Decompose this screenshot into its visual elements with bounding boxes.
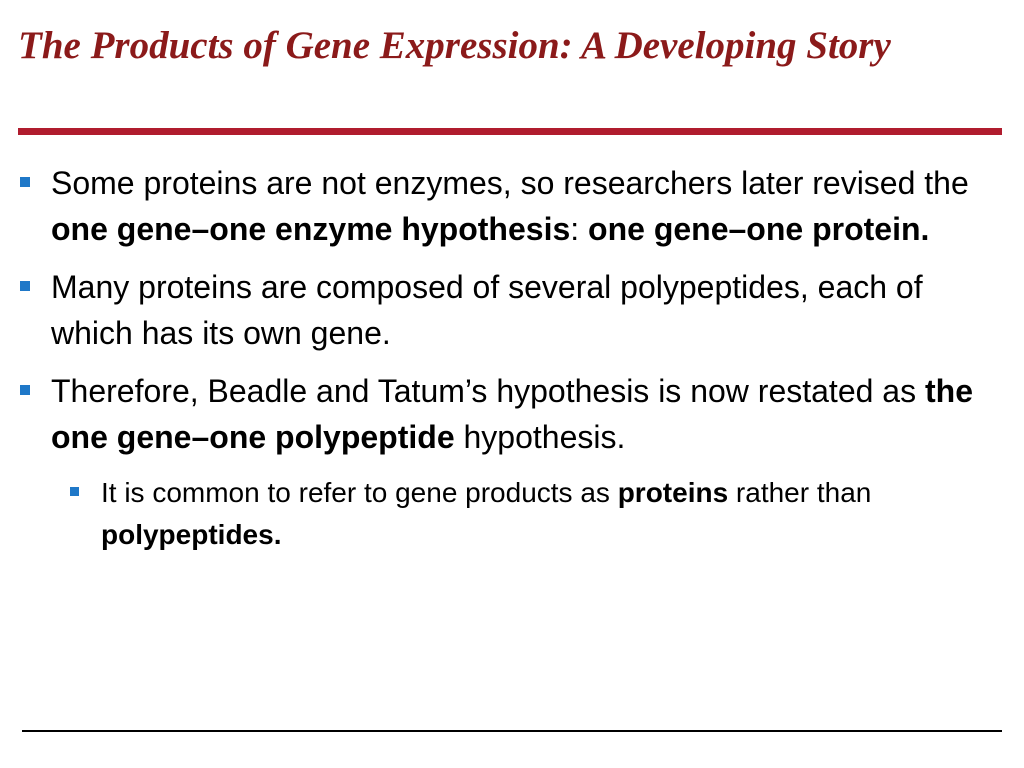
square-bullet-icon	[20, 281, 30, 291]
sub-bullet-text: rather than	[728, 477, 872, 508]
bullet-bold-text: one gene–one enzyme hypothesis	[51, 211, 571, 247]
bullet-text: Many proteins are composed of several polypeptides, each of which has its own gene.	[51, 269, 923, 351]
footer-divider	[22, 730, 1002, 732]
slide-title: The Products of Gene Expression: A Developing Story	[18, 24, 891, 67]
title-divider	[18, 128, 1002, 135]
bullet-item	[18, 160, 1008, 252]
bullet-item	[18, 368, 1008, 460]
square-bullet-icon	[70, 487, 79, 496]
bullet-text: :	[570, 211, 589, 247]
sub-bullet-bold-text: proteins	[617, 477, 729, 508]
square-bullet-icon	[20, 177, 30, 187]
bullet-bold-text: the one gene–one polypeptide	[51, 373, 973, 455]
bullet-list	[18, 160, 1008, 556]
bullet-text: Therefore, Beadle and Tatum’s hypothesis is now restated as	[51, 373, 925, 409]
bullet-text: Some proteins are not enzymes, so researchers later revised the	[51, 165, 969, 201]
square-bullet-icon	[20, 385, 30, 395]
sub-bullet-text: It is common to refer to gene products as	[101, 477, 618, 508]
bullet-bold-text: one gene–one protein.	[588, 211, 930, 247]
bullet-text: hypothesis.	[454, 419, 626, 455]
sub-bullet-item	[68, 472, 1008, 556]
sub-bullet-bold-text: polypeptides.	[101, 519, 282, 550]
bullet-item	[18, 264, 1008, 356]
